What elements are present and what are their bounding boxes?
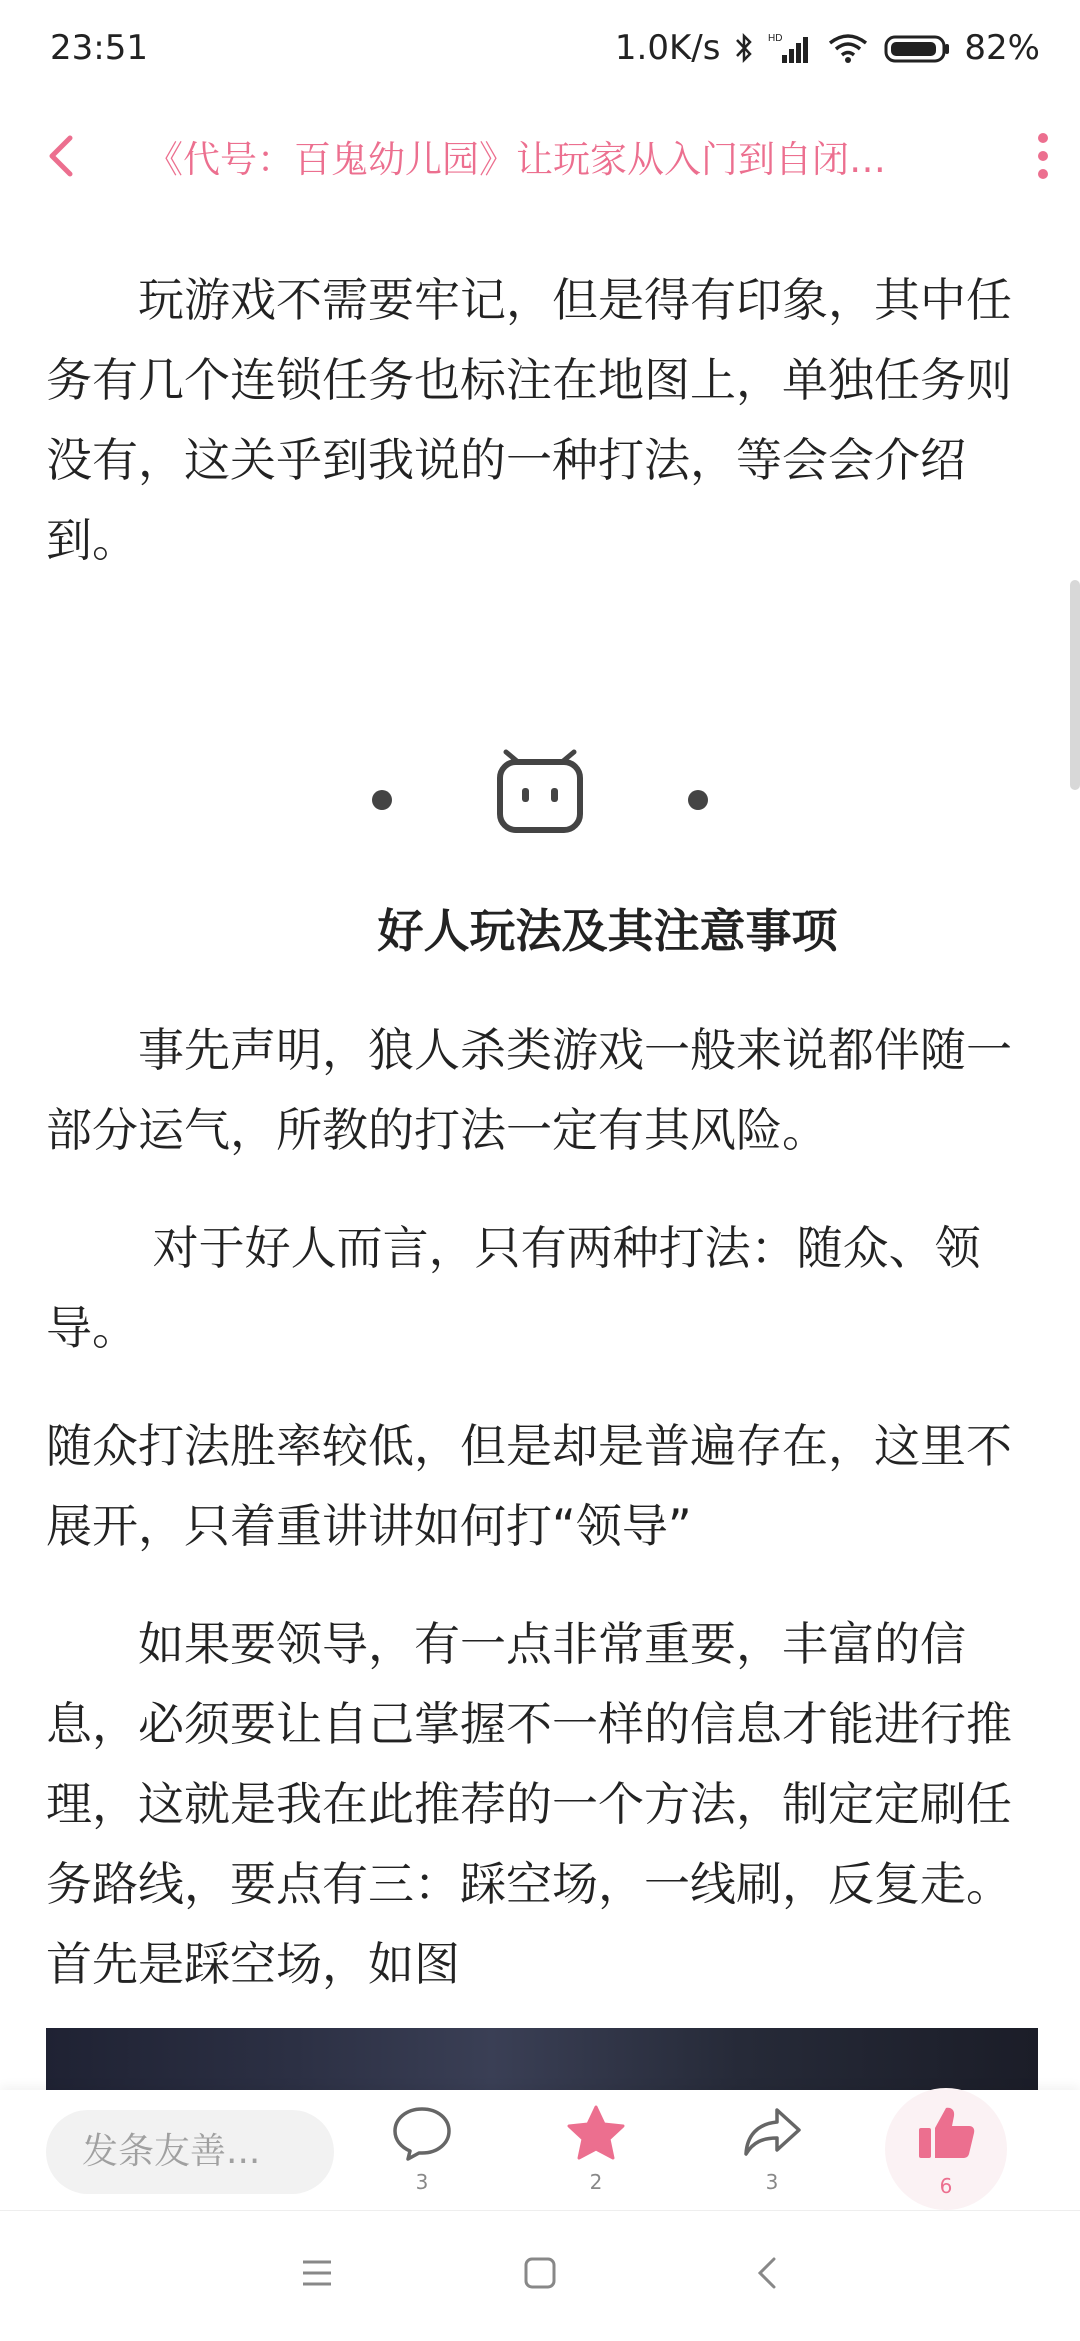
status-icons [615, 28, 1040, 68]
comment-count: 3 [415, 2170, 429, 2194]
article-nav-bar [0, 96, 1080, 216]
signal-icon [768, 31, 812, 65]
tv-robot-icon [500, 752, 580, 830]
section-divider [0, 740, 1080, 860]
like-button[interactable] [885, 2088, 1007, 2210]
status-bar [0, 0, 1080, 96]
favorite-button[interactable] [551, 2104, 641, 2194]
star-icon [565, 2104, 627, 2162]
paragraph: 如果要领导，有一点非常重要，丰富的信息，必须要让自己掌握不一样的信息才能进行推理，这就是我在此推荐的一个方法，制定定刷任务路线，要点有三：踩空场，一线刷，反复走。首先是踩空场，如图 [46, 1617, 1012, 1991]
article-body [46, 260, 1036, 580]
paragraph: 随众打法胜率较低，但是却是普遍存在，这里不展开，只着重讲讲如何打“领导” [46, 1419, 1012, 1553]
article-title: 《代号：百鬼幼儿园》让玩家从入门到自闭… [146, 138, 886, 181]
more-options-icon[interactable] [1036, 132, 1050, 180]
scrollbar[interactable] [1070, 580, 1080, 790]
section-heading: 好人玩法及其注意事项 [377, 904, 838, 958]
like-count: 6 [939, 2174, 953, 2198]
paragraph: 事先声明，狼人杀类游戏一般来说都伴随一部分运气，所教的打法一定有其风险。 [46, 1023, 1012, 1157]
bottom-action-bar [0, 2090, 1080, 2210]
battery-icon [884, 31, 950, 65]
network-speed: 1.0K/s [614, 28, 721, 68]
back-icon[interactable] [46, 134, 76, 178]
comment-input[interactable]: 发条友善... [46, 2110, 334, 2194]
paragraph: 玩游戏不需要牢记，但是得有印象，其中任务有几个连锁任务也标注在地图上，单独任务则没有，这关乎到我说的一种打法，等会会介绍到。 [46, 273, 1012, 567]
share-button[interactable] [727, 2104, 817, 2194]
menu-icon[interactable] [300, 2256, 334, 2290]
paragraph: 对于好人而言，只有两种打法：随众、领导。 [46, 1221, 981, 1355]
battery-level: 82% [964, 28, 1040, 68]
bluetooth-icon [734, 31, 754, 65]
system-back-icon[interactable] [752, 2256, 786, 2290]
comment-icon [391, 2104, 453, 2162]
svg-text:HD: HD [768, 33, 783, 44]
article-body-continued [46, 1010, 1036, 2004]
status-time: 23:51 [50, 28, 148, 68]
system-navigation-bar [0, 2210, 1080, 2341]
thumbs-up-icon [915, 2104, 977, 2162]
article-image[interactable] [46, 2028, 1038, 2093]
home-icon[interactable] [523, 2256, 557, 2290]
wifi-icon [826, 31, 870, 65]
comment-button[interactable] [377, 2104, 467, 2194]
favorite-count: 2 [589, 2170, 603, 2194]
share-count: 3 [765, 2170, 779, 2194]
share-icon [741, 2104, 803, 2162]
